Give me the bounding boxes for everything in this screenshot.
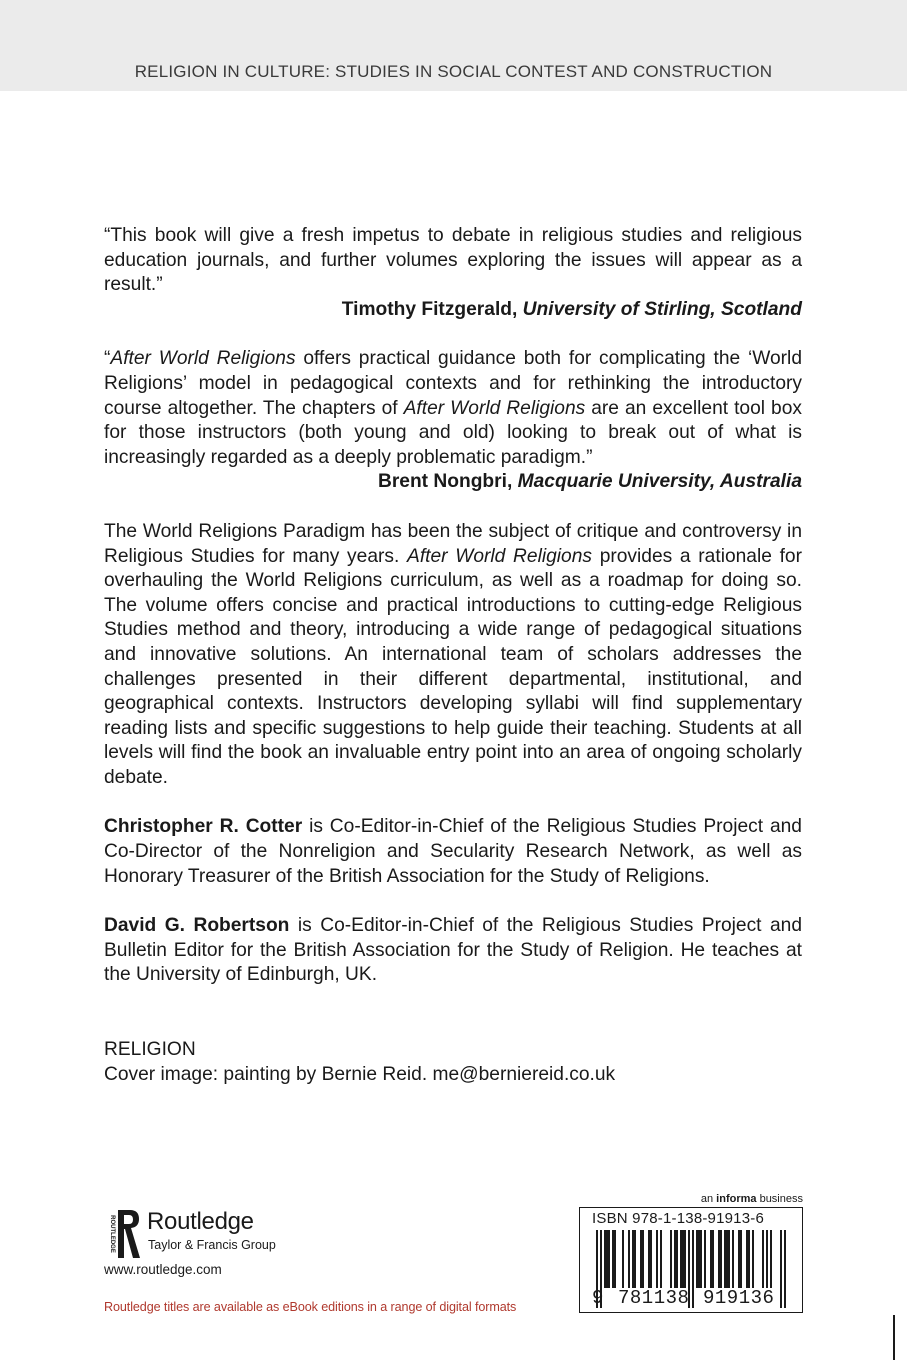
barcode-bar <box>660 1230 662 1288</box>
barcode-bar <box>766 1230 768 1288</box>
barcode-bar <box>628 1230 630 1288</box>
subject-category: RELIGION <box>104 1039 196 1061</box>
editor-bio-text: is Co-Editor-in-Chief of the Religious Studies Project and Bulletin Editor for the British Association for the Study of Religion. He teaches at the University of Edinburgh, UK. <box>104 915 802 986</box>
editor-name: Christopher R. Cotter <box>104 816 303 838</box>
barcode-bar <box>698 1230 700 1288</box>
barcode-bar <box>640 1230 642 1288</box>
book-title: After World Religions <box>110 348 296 370</box>
editor-bio <box>104 815 802 889</box>
back-cover-text <box>104 224 802 1087</box>
quote-text: are an excellent tool box for those instructors (both young and old) looking to break out of what is increasingly regarded as a deeply problematic paradigm.” <box>104 397 802 468</box>
barcode-bar <box>656 1230 658 1288</box>
endorsement-quote <box>104 347 802 470</box>
isbn-number: ISBN 978-1-138-91913-6 <box>592 1210 765 1227</box>
barcode-bar <box>606 1230 608 1288</box>
barcode-bar <box>696 1230 698 1288</box>
endorsement-attribution <box>104 470 802 495</box>
editor-name: David G. Robertson <box>104 915 290 937</box>
book-title: After World Religions <box>403 397 586 419</box>
endorser-affiliation: University of Stirling, Scotland <box>522 298 802 320</box>
publisher-website: www.routledge.com <box>104 1262 222 1277</box>
barcode-bar <box>752 1230 754 1288</box>
barcode-digit-first: 9 <box>592 1287 604 1309</box>
barcode-bar <box>670 1230 672 1288</box>
barcode-bar <box>684 1230 686 1288</box>
barcode-bar <box>632 1230 634 1288</box>
barcode-bar <box>642 1230 644 1288</box>
barcode-digits <box>580 1287 802 1311</box>
barcode-bar <box>700 1230 702 1288</box>
barcode-bar <box>612 1230 614 1288</box>
barcode-bar <box>718 1230 720 1288</box>
endorsement-quote: “This book will give a fresh impetus to debate in religious studies and religious education journals, and further volumes exploring the issues will appear as a result.” <box>104 225 802 296</box>
publisher-name: Routledge <box>147 1208 254 1235</box>
barcode-bar <box>762 1230 764 1288</box>
description-text: The World Religions Paradigm has been the subject of critique and controversy in Religious Studies for many years. <box>104 520 802 567</box>
routledge-logo-icon <box>104 1208 142 1260</box>
cover-credit: Cover image: painting by Bernie Reid. me@berniereid.co.uk <box>104 1063 616 1085</box>
barcode-bar <box>622 1230 624 1288</box>
barcode-bar <box>648 1230 650 1288</box>
endorser-affiliation: Macquarie University, Australia <box>517 471 802 493</box>
barcode-digit-group-1: 781138 <box>618 1287 690 1309</box>
barcode-bar <box>634 1230 636 1288</box>
endorser-name: Timothy Fitzgerald, <box>341 298 518 320</box>
barcode-digit-group-2: 919136 <box>703 1287 775 1309</box>
barcode-bar <box>676 1230 678 1288</box>
quote-text: offers practical guidance both for complicating the ‘World Religions’ model in pedagogical contexts and for rethinking the introductory course altogether. The chapters of <box>104 348 802 419</box>
barcode-bar <box>712 1230 714 1288</box>
quote-open: “ <box>104 348 111 370</box>
informa-business-label: an informa business <box>700 1193 803 1205</box>
barcode-bar <box>614 1230 616 1288</box>
book-description <box>104 520 802 791</box>
publisher-logo <box>104 1206 364 1266</box>
barcode-bar <box>728 1230 730 1288</box>
informa-brand: informa <box>716 1193 757 1205</box>
barcode-bar <box>732 1230 734 1288</box>
barcode-bar <box>748 1230 750 1288</box>
series-title: RELIGION IN CULTURE: STUDIES IN SOCIAL CONTEST AND CONSTRUCTION <box>134 62 773 81</box>
barcode-bar <box>726 1230 728 1288</box>
page-edge-mark <box>893 1315 895 1360</box>
barcode-bar <box>724 1230 726 1288</box>
barcode-bar <box>682 1230 684 1288</box>
barcode-bar <box>674 1230 676 1288</box>
ebook-note: Routledge titles are available as eBook editions in a range of digital formats <box>104 1300 517 1314</box>
logo-spine-text: ROUTLEDGE <box>109 1215 115 1253</box>
description-text: provides a rationale for overhauling the World Religions curriculum, as well as a roadmap for doing so. The volume offers concise and practical introductions to cutting-edge Religious Studies method and theory, introducing a wide range of pedagogical situations and innovative solutions. An international team of scholars addresses the challenges presented in their different departmental, institutional, and geographical contexts. Instructors developing syllabi will find supplementary reading lists and specific suggestions to help guide their teaching. Students at all levels will find the book an invaluable entry point into an area of ongoing scholarly debate. <box>104 545 802 788</box>
endorser-name: Brent Nongbri, <box>377 471 513 493</box>
barcode-bar <box>720 1230 722 1288</box>
barcode-bar <box>740 1230 742 1288</box>
publisher-group: Taylor & Francis Group <box>148 1238 276 1252</box>
barcode-bar <box>680 1230 682 1288</box>
barcode-bar <box>710 1230 712 1288</box>
barcode-bar <box>704 1230 706 1288</box>
barcode-bar <box>738 1230 740 1288</box>
isbn-barcode <box>579 1207 803 1313</box>
endorsement-attribution <box>104 298 802 323</box>
endorsement-2 <box>104 347 802 495</box>
editor-bio <box>104 914 802 988</box>
endorsement-1 <box>104 224 802 322</box>
editor-bio-text: is Co-Editor-in-Chief of the Religious Studies Project and Co-Director of the Nonreligion and Secularity Research Network, as well as Honorary Treasurer of the British Association for the Study of Religions. <box>104 816 802 887</box>
barcode-bar <box>650 1230 652 1288</box>
barcode-bar <box>604 1230 606 1288</box>
book-title: After World Religions <box>407 545 592 567</box>
barcode-bar <box>770 1230 772 1288</box>
barcode-bar <box>746 1230 748 1288</box>
barcode-bar <box>608 1230 610 1288</box>
